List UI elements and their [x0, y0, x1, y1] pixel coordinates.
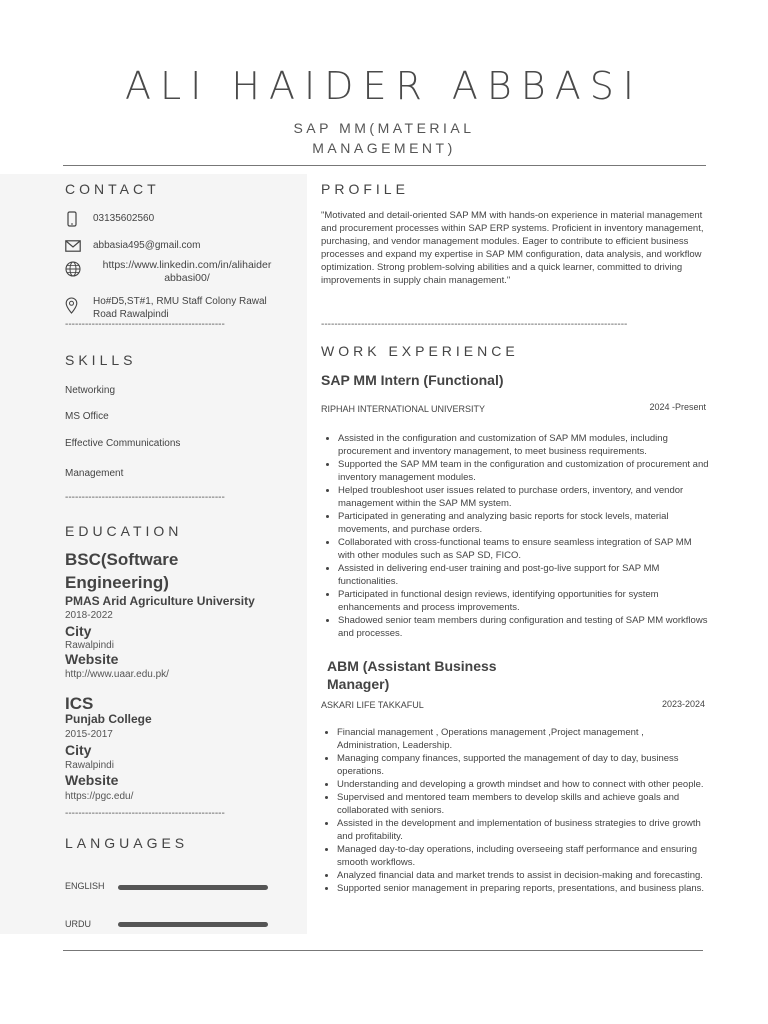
job-title-line-1: ABM (Assistant Business	[327, 658, 497, 674]
language-level-bar	[118, 885, 268, 890]
language-level-fill	[118, 922, 268, 927]
list-item: • Participated in generating and analyzing basic reports for stock levels, material movements, and purchase orders.	[338, 510, 709, 536]
list-item: • Analyzed financial data and market trends to assist in decision-making and forecasting.	[337, 869, 708, 882]
list-item: • Supported the SAP MM team in the configuration and customization of procurement and inventory management modules.	[338, 458, 709, 484]
list-item: • Financial management , Operations management ,Project management , Administration, Leadership.	[337, 726, 708, 752]
degree-title	[65, 548, 178, 594]
city-value: Rawalpindi	[65, 640, 114, 651]
address-line-2: Road Rawalpindi	[93, 309, 169, 320]
language-level-bar	[118, 922, 268, 927]
profile-divider: --------------------------------------------------------------------------------------------	[321, 319, 628, 330]
job-role	[0, 118, 768, 158]
list-item: • Collaborated with cross-functional teams to ensure seamless integration of SAP MM with other modules such as SAP SD, FICO.	[338, 536, 709, 562]
list-item: • Managed day-to-day operations, including overseeing staff performance and ensuring smooth workflows.	[337, 843, 708, 869]
globe-icon	[65, 261, 81, 277]
contact-linkedin[interactable]	[92, 259, 282, 285]
list-item: • Helped troubleshoot user issues related to purchase orders, inventory, and vendor management within the SAP MM system.	[338, 484, 709, 510]
job-dates: 2024 -Present	[649, 402, 706, 412]
skill-item: Networking	[65, 385, 116, 396]
header-divider	[63, 165, 706, 166]
candidate-name: ALI HAIDER ABBASI	[124, 64, 644, 108]
employer-name: ASKARI LIFE TAKKAFUL	[321, 700, 424, 710]
list-item: • Supervised and mentored team members to develop skills and achieve goals and collaborated with seniors.	[337, 791, 708, 817]
contact-divider: ------------------------------------------------	[65, 319, 225, 330]
contact-phone: 03135602560	[93, 213, 155, 224]
list-item: • Shadowed senior team members during configuration and testing of SAP MM workflows and processes.	[338, 614, 709, 640]
city-value: Rawalpindi	[65, 760, 114, 771]
list-item: • Managing company finances, supported the management of day to day, business operations.	[337, 752, 708, 778]
job-role-line-1: SAP MM(MATERIAL	[293, 120, 475, 136]
list-item: • Supported senior management in preparing reports, presentations, and business plans.	[337, 882, 708, 895]
profile-heading: PROFILE	[321, 181, 409, 197]
language-level-fill	[118, 885, 268, 890]
list-item: • Assisted in delivering end-user training and post-go-live support for SAP MM functionalities.	[338, 562, 709, 588]
list-item: • Participated in functional design reviews, identifying opportunities for system enhancements and process improvements.	[338, 588, 709, 614]
degree-line-1: BSC(Software	[65, 550, 179, 569]
skill-item: MS Office	[65, 411, 109, 422]
institution-name: Punjab College	[65, 712, 152, 726]
website-link[interactable]: http://www.uaar.edu.pk/	[65, 669, 169, 680]
language-name: ENGLISH	[65, 881, 105, 891]
institution-name: PMAS Arid Agriculture University	[65, 594, 255, 608]
job-duties	[321, 432, 709, 640]
education-years: 2018-2022	[65, 610, 113, 621]
skill-item: Effective Communications	[65, 438, 181, 449]
job-title: SAP MM Intern (Functional)	[321, 372, 504, 388]
contact-email[interactable]: abbasia495@gmail.com	[93, 240, 201, 251]
skills-divider: ------------------------------------------------	[65, 492, 225, 503]
location-pin-icon	[65, 297, 78, 314]
work-experience-heading: WORK EXPERIENCE	[321, 343, 519, 359]
skills-heading: SKILLS	[65, 352, 137, 368]
list-item: • Understanding and developing a growth mindset and how to connect with other people.	[337, 778, 708, 791]
linkedin-line-1: https://www.linkedin.com/in/alihaider	[102, 259, 272, 271]
education-divider: ------------------------------------------------	[65, 808, 225, 819]
list-item: • Assisted in the configuration and customization of SAP MM modules, including procurement and inventory management, to meet business requirements.	[338, 432, 709, 458]
address-line-1: Ho#D5,ST#1, RMU Staff Colony Rawal	[93, 296, 267, 307]
profile-summary: "Motivated and detail-oriented SAP MM with hands-on experience in material management and procurement processes within SAP ERP systems. Proficient in inventory management, purchasing, and vendor management modules. Eager to contribute to efficient business processes and expand my expertise in SAP MM configuration, data analysis, and workflow optimization. Strong problem-solving abilities and a quick learner, committed to driving improvements in supply chain management."	[321, 210, 704, 286]
degree-line-2: Engineering)	[65, 573, 169, 592]
languages-heading: LANGUAGES	[65, 835, 189, 851]
language-name: URDU	[65, 919, 91, 929]
list-item: • Assisted in the development and implementation of business strategies to drive growth and profitability.	[337, 817, 708, 843]
job-role-line-2: MANAGEMENT)	[312, 140, 456, 156]
website-label: Website	[65, 772, 119, 788]
education-heading: EDUCATION	[65, 523, 183, 539]
job-duties	[320, 726, 708, 895]
job-dates: 2023-2024	[661, 699, 705, 709]
email-icon	[65, 240, 81, 252]
footer-divider	[63, 950, 703, 951]
linkedin-line-2: abbasi00/	[164, 272, 210, 284]
degree-title: ICS	[65, 694, 94, 713]
education-years: 2015-2017	[65, 729, 113, 740]
city-label: City	[65, 742, 92, 758]
contact-address	[93, 295, 267, 321]
website-link[interactable]: https://pgc.edu/	[65, 791, 134, 802]
skill-item: Management	[65, 468, 124, 479]
city-label: City	[65, 623, 92, 639]
contact-heading: CONTACT	[65, 181, 160, 197]
job-title-line-2: Manager)	[327, 676, 390, 692]
employer-name: RIPHAH INTERNATIONAL UNIVERSITY	[321, 404, 486, 414]
website-label: Website	[65, 651, 119, 667]
job-title	[327, 657, 497, 693]
phone-icon	[66, 211, 78, 227]
